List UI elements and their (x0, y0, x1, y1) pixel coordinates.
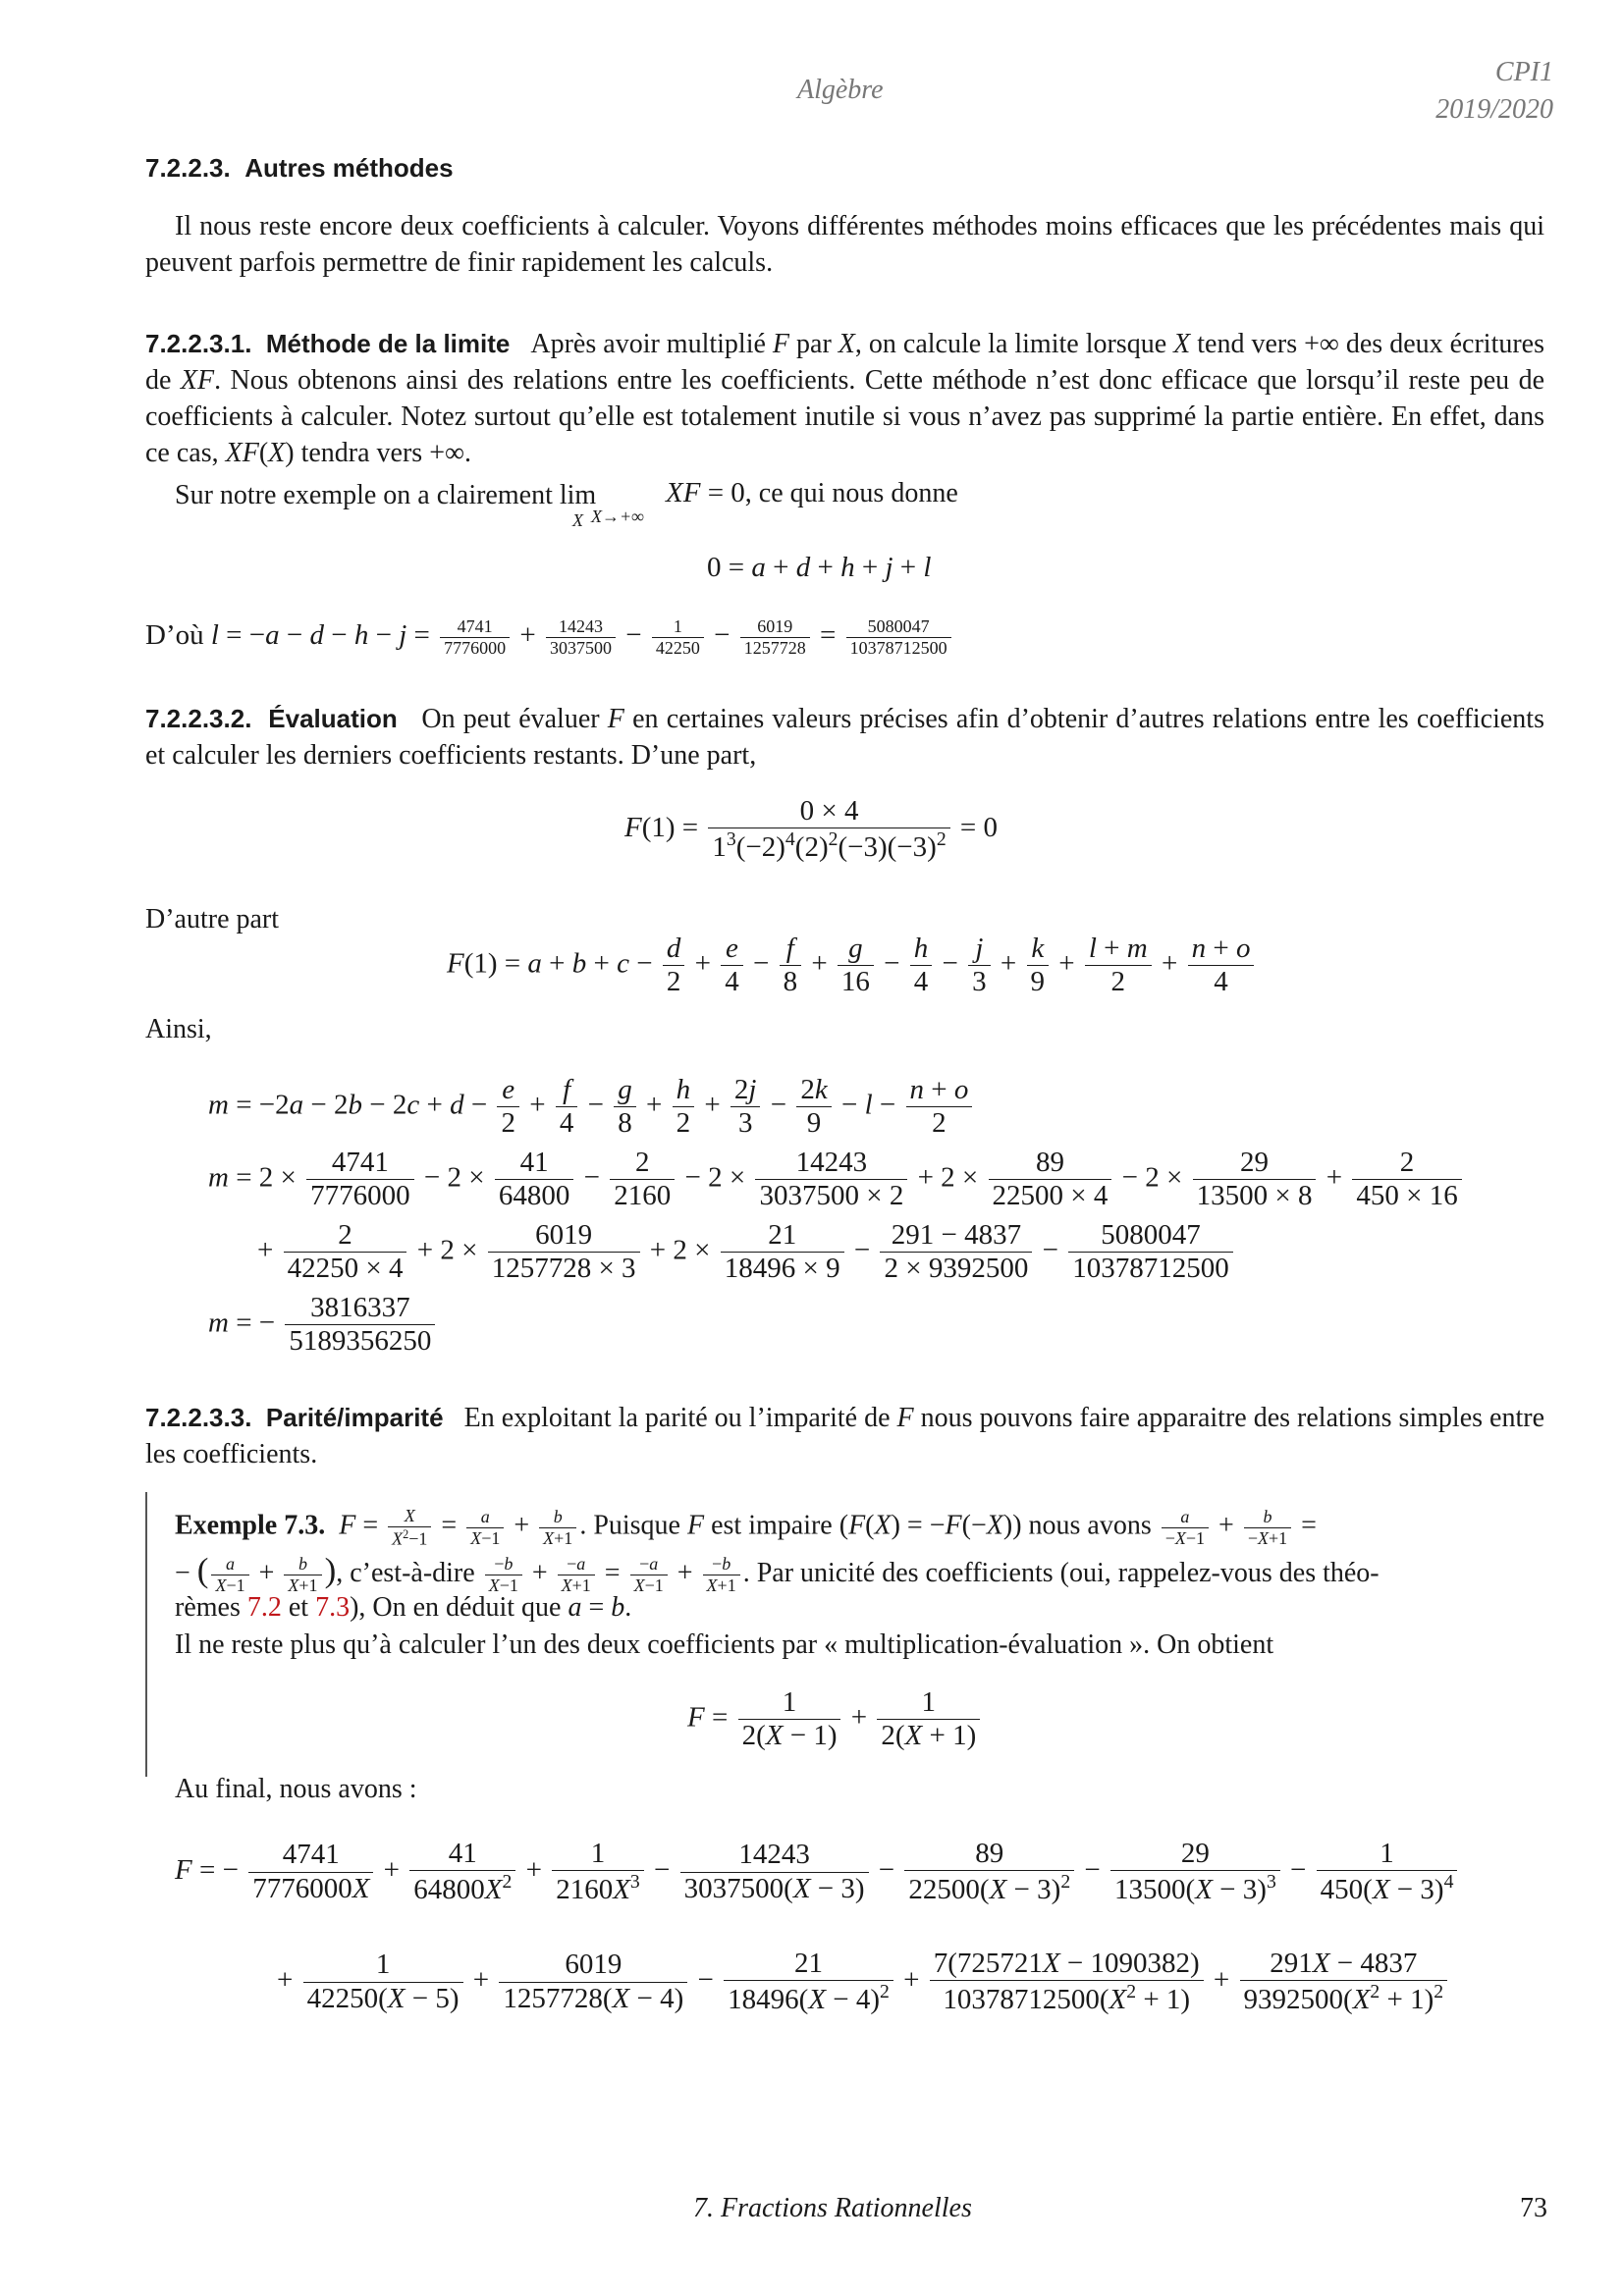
paragraph-intro: Il nous reste encore deux coefficients à calculer. Voyons différentes méthodes moins efficaces que les précédentes mais qui peuvent parfois permettre de finir rapidement les calculs. (145, 211, 1544, 278)
equation-F1-zero: F(1) = $\frac{0 \times 4}{1^3(-2)^4(2)^2(-3)(-3)^2}$ = 0 (624, 795, 999, 864)
section-heading-autres-methodes (145, 153, 454, 184)
header-title: Algèbre (797, 75, 884, 105)
header-year: 2019/2020 (1435, 94, 1553, 125)
example-label: Exemple 7.3. (175, 1510, 326, 1541)
paragraph-au-final: Au final, nous avons : (175, 1774, 417, 1804)
example-line2: − ( $\frac{a}{X-1}$ + $\frac{b}{X+1}$ ), c’est-à-dire $\frac{-b}{X-1}$ + $\frac{-a}{X+1}$ = $\frac{-a}{X-1}$ + $\frac{-b}{X+1}$ . Par unicité des coefficients (oui, rappelez-vous des théo- (175, 1551, 1380, 1596)
equation-m-result: m = − $\frac{3816337}{5189356250}$ (208, 1292, 438, 1359)
limit-result: XF = 0, ce qui nous donne (666, 477, 958, 508)
lim-operator: lim X (559, 480, 597, 530)
link-theorem-7-3[interactable]: 7.3 (315, 1592, 351, 1623)
equation-example-result: F = $\frac{1}{2(X - 1)}$ + $\frac{1}{2(X + 1)}$ (687, 1686, 983, 1753)
equation-final-line1: F = − $\frac{4741}{7776000X}$ + $\frac{41}{64800X^2}$ + $\frac{1}{2160X^3}$ − $\frac{14243}{3037500(X - 3)}$ − $\frac{89}{22500(X - 3)^2}$ − $\frac{29}{13500(X - 3)^3}$ − $\frac{1}{450(X - 3)^4}$ (175, 1838, 1460, 1907)
link-theorem-7-2[interactable]: 7.2 (246, 1592, 282, 1623)
paragraph-evaluation: 7.2.2.3.2. Évaluation On peut évaluer F en certaines valeurs précises afin d’obtenir d’autres relations entre les coefficients et calculer les derniers coefficients restants. D’une part, (145, 704, 1544, 771)
example-bar (145, 1492, 147, 1777)
equation-limit-relation: 0 = a + d + h + j + l (707, 552, 932, 583)
example-line1: Exemple 7.3. F = $\frac{X}{X^2-1}$ = $\frac{a}{X-1}$ + $\frac{b}{X+1}$ . Puisque F est impaire (F(X) = −F(−X)) nous avons $\frac{a}{-X-1}$ + $\frac{b}{-X+1}$ = (175, 1506, 1317, 1549)
equation-final-line2: + $\frac{1}{42250(X - 5)}$ + $\frac{6019}{1257728(X - 4)}$ − $\frac{21}{18496(X - 4)^2}$ + $\frac{7(725721X - 1090382)}{10378712500(X^2 + 1)}$ + $\frac{291X - 4837}{9392500(X^2 + 1)^2}$ (277, 1948, 1450, 2017)
paragraph-autre-part: D’autre part (145, 904, 280, 934)
subsection-heading-limite: 7.2.2.3.1. Méthode de la limite (145, 329, 511, 358)
paragraph-limite-exemple: Sur notre exemple on a clairement lim X (175, 477, 1451, 527)
lim-subscript: X→+∞ (591, 507, 644, 526)
footer-chapter: 7. Fractions Rationnelles (693, 2193, 972, 2223)
subsection-heading-evaluation: 7.2.2.3.2. Évaluation (145, 704, 398, 733)
footer-page-number: 73 (1520, 2193, 1547, 2223)
subsection-heading-parite: 7.2.2.3.3. Parité/imparité (145, 1403, 444, 1432)
section-title: Autres méthodes (244, 153, 454, 183)
equation-m-line1: m = −2a − 2b − 2c + d − $\frac{e}{2}$ + $\frac{f}{4}$ − $\frac{g}{8}$ + $\frac{h}{2}$ + $\frac{2j}{3}$ − $\frac{2k}{9}$ − l − $\frac{n + o}{2}$ (208, 1074, 975, 1141)
header-course: CPI1 (1494, 57, 1553, 87)
paragraph-limite: 7.2.2.3.1. Méthode de la limite Après avoir multiplié F par X, on calcule la limite lorsque X tend vers +∞ des deux écritures de XF. Nous obtenons ainsi des relations entre les coefficients. Cette méthode n’est donc efficace que lorsqu’il reste peu de coefficients à calculer. Notez surtout qu’elle est totalement inutile si vous n’avez pas supprimé la partie entière. En effet, dans ce cas, XF(X) tendra vers +∞. (145, 329, 1545, 468)
paragraph-ainsi: Ainsi, (145, 1014, 212, 1044)
equation-m-line2: m = 2 × $\frac{4741}{7776000}$ − 2 × $\frac{41}{64800}$ − $\frac{2}{2160}$ − 2 × $\frac{14243}{3037500 \times 2}$ + 2 × $\frac{89}{22500 \times 4}$ − 2 × $\frac{29}{13500 \times 8}$ + $\frac{2}{450 \times 16}$ (208, 1147, 1465, 1213)
equation-l-value: D’où l = −a − d − h − j = $\frac{4741}{7776000}$ + $\frac{14243}{3037500}$ − $\frac{1}{42250}$ − $\frac{6019}{1257728}$ = $\frac{5080047}{10378712500}$ (145, 616, 954, 658)
equation-F1-coefficients: F(1) = a + b + c − $\frac{d}{2}$ + $\frac{e}{4}$ − $\frac{f}{8}$ + $\frac{g}{16}$ − $\frac{h}{4}$ − $\frac{j}{3}$ + $\frac{k}{9}$ + $\frac{l + m}{2}$ + $\frac{n + o}{4}$ (447, 933, 1257, 999)
paragraph-parite: 7.2.2.3.3. Parité/imparité En exploitant la parité ou l’imparité de F nous pouvons faire apparaitre des relations simples entre les coefficients. (145, 1403, 1545, 1469)
equation-m-line3: + $\frac{2}{42250 \times 4}$ + 2 × $\frac{6019}{1257728 \times 3}$ + 2 × $\frac{21}{18496 \times 9}$ − $\frac{291 - 4837}{2 \times 9392500}$ − $\frac{5080047}{10378712500}$ (257, 1219, 1236, 1286)
example-line3: rèmes 7.2 et 7.3), On en déduit que a = b. (175, 1592, 632, 1623)
example-line4: Il ne reste plus qu’à calculer l’un des deux coefficients par « multiplication-évaluation ». On obtient (175, 1629, 1274, 1660)
section-number: 7.2.2.3. (145, 153, 231, 183)
